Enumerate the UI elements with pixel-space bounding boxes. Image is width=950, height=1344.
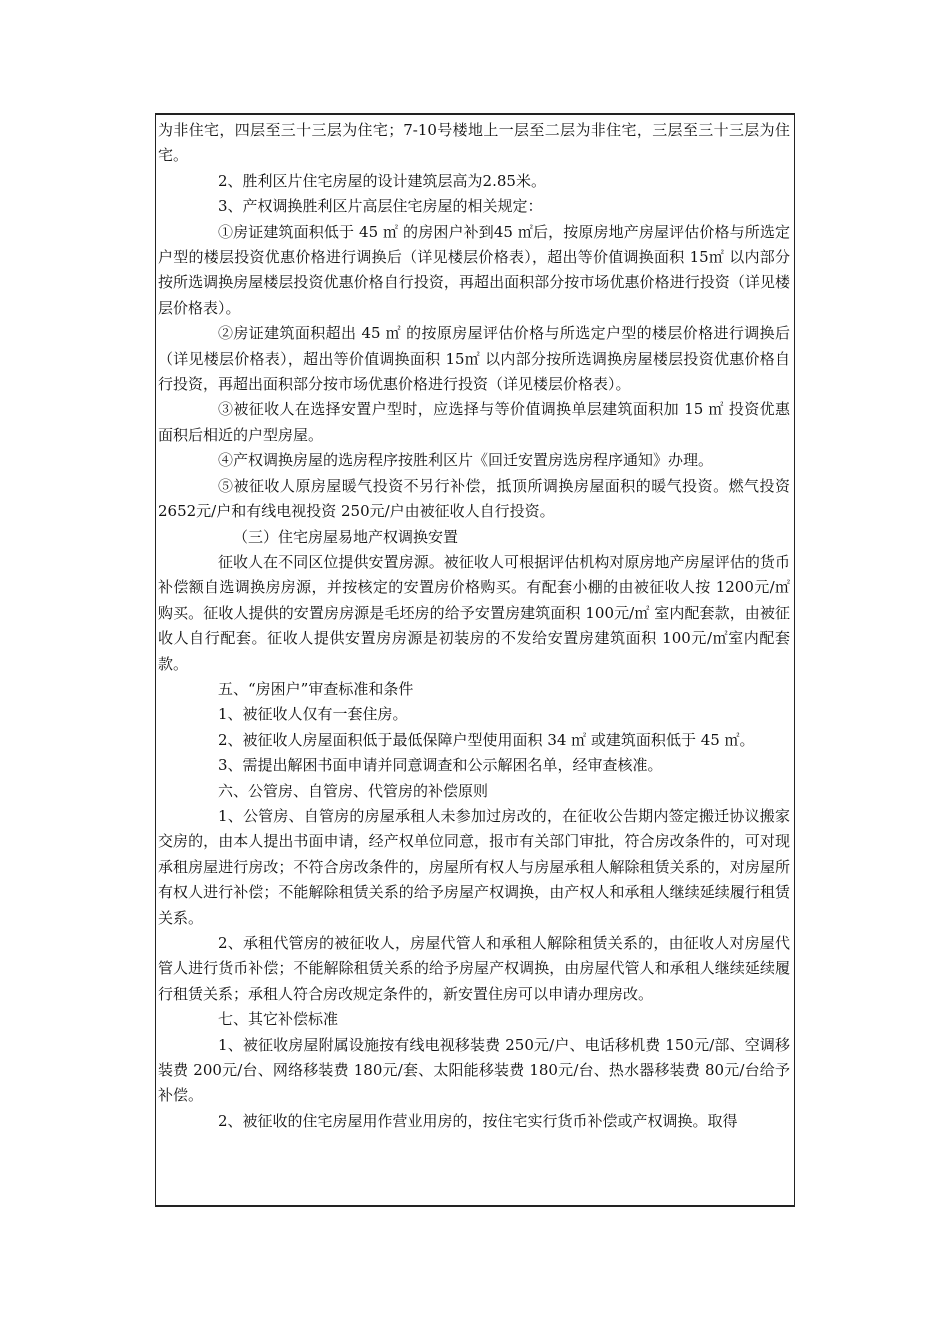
paragraph: （三）住宅房屋易地产权调换安置 bbox=[233, 527, 459, 546]
paragraph: ⑤被征收人原房屋暖气投资不另行补偿，抵顶所调换房屋面积的暖气投资。燃气投资 2652元/户和有线电视投资 250元/户由被征收人自行投资。 bbox=[158, 476, 790, 521]
document-frame bbox=[155, 113, 795, 1207]
document-body bbox=[158, 118, 790, 1134]
paragraph: 1、被征收房屋附属设施按有线电视移装费 250元/户、电话移机费 150元/部、空调移装费 200元/台、网络移装费 180元/套、太阳能移装费 180元/台、热水器移装费 80元/台给予补偿。 bbox=[158, 1035, 790, 1105]
paragraph: 2、被征收人房屋面积低于最低保障户型使用面积 34 ㎡ 或建筑面积低于 45 ㎡。 bbox=[218, 730, 755, 749]
paragraph: ①房证建筑面积低于 45 ㎡ 的房困户补到45 ㎡后，按原房地产房屋评估价格与所选定户型的楼层投资优惠价格进行调换后（详见楼层价格表），超出等价值调换面积 15㎡ 以内部分按所选调换房屋楼层投资优惠价格自行投资，再超出面积部分按市场优惠价格进行投资（详见楼层价格表）。 bbox=[158, 222, 790, 317]
paragraph: 为非住宅，四层至三十三层为住宅；7-10号楼地上一层至二层为非住宅，三层至三十三层为住宅。 bbox=[158, 121, 790, 165]
paragraph: 3、产权调换胜利区片高层住宅房屋的相关规定： bbox=[218, 197, 543, 216]
paragraph: 七、其它补偿标准 bbox=[218, 1010, 339, 1029]
paragraph: 征收人在不同区位提供安置房源。被征收人可根据评估机构对原房地产房屋评估的货币补偿额自选调换房房源，并按核定的安置房价格购买。有配套小棚的由被征收人按 1200元/㎡ 购买。征收人提供的安置房房源是毛坯房的给予安置房建筑面积 100元/㎡ 室内配套款，由被征收人自行配套。征收人提供安置房房源是初装房的不发给安置房建筑面积 100元/㎡室内配套款。 bbox=[158, 552, 790, 673]
paragraph: 2、承租代管房的被征收人，房屋代管人和承租人解除租赁关系的，由征收人对房屋代管人进行货币补偿；不能解除租赁关系的给予房屋产权调换，由房屋代管人和承租人继续延续履行租赁关系；承租人符合房改规定条件的，新安置住房可以申请办理房改。 bbox=[158, 934, 790, 1003]
paragraph: 2、被征收的住宅房屋用作营业用房的，按住宅实行货币补偿或产权调换。取得 bbox=[218, 1111, 738, 1130]
paragraph: ③被征收人在选择安置户型时，应选择与等价值调换单层建筑面积加 15 ㎡ 投资优惠面积后相近的户型房屋。 bbox=[158, 400, 790, 444]
paragraph: 2、胜利区片住宅房屋的设计建筑层高为2.85米。 bbox=[218, 171, 546, 190]
paragraph: 3、需提出解困书面申请并同意调查和公示解困名单，经审查核准。 bbox=[218, 756, 663, 775]
paragraph: ④产权调换房屋的选房程序按胜利区片《回迁安置房选房程序通知》办理。 bbox=[218, 451, 714, 470]
paragraph: ②房证建筑面积超出 45 ㎡ 的按原房屋评估价格与所选定户型的楼层价格进行调换后（详见楼层价格表），超出等价值调换面积 15㎡ 以内部分按所选调换房屋楼层投资优惠价格自行投资，再超出面积部分按市场优惠价格进行投资（详见楼层价格表）。 bbox=[158, 324, 790, 394]
paragraph: 1、公管房、自管房的房屋承租人未参加过房改的，在征收公告期内签定搬迁协议搬家交房的，由本人提出书面申请，经产权单位同意，报市有关部门审批，符合房改条件的，可对现承租房屋进行房改；不符合房改条件的，房屋所有权人与房屋承租人解除租赁关系的，对房屋所有权人进行补偿；不能解除租赁关系的给予房屋产权调换，由产权人和承租人继续延续履行租赁关系。 bbox=[158, 806, 790, 927]
paragraph: 五、“房困户”审查标准和条件 bbox=[218, 679, 414, 698]
paragraph: 1、被征收人仅有一套住房。 bbox=[218, 705, 408, 724]
paragraph: 六、公管房、自管房、代管房的补偿原则 bbox=[218, 781, 489, 800]
